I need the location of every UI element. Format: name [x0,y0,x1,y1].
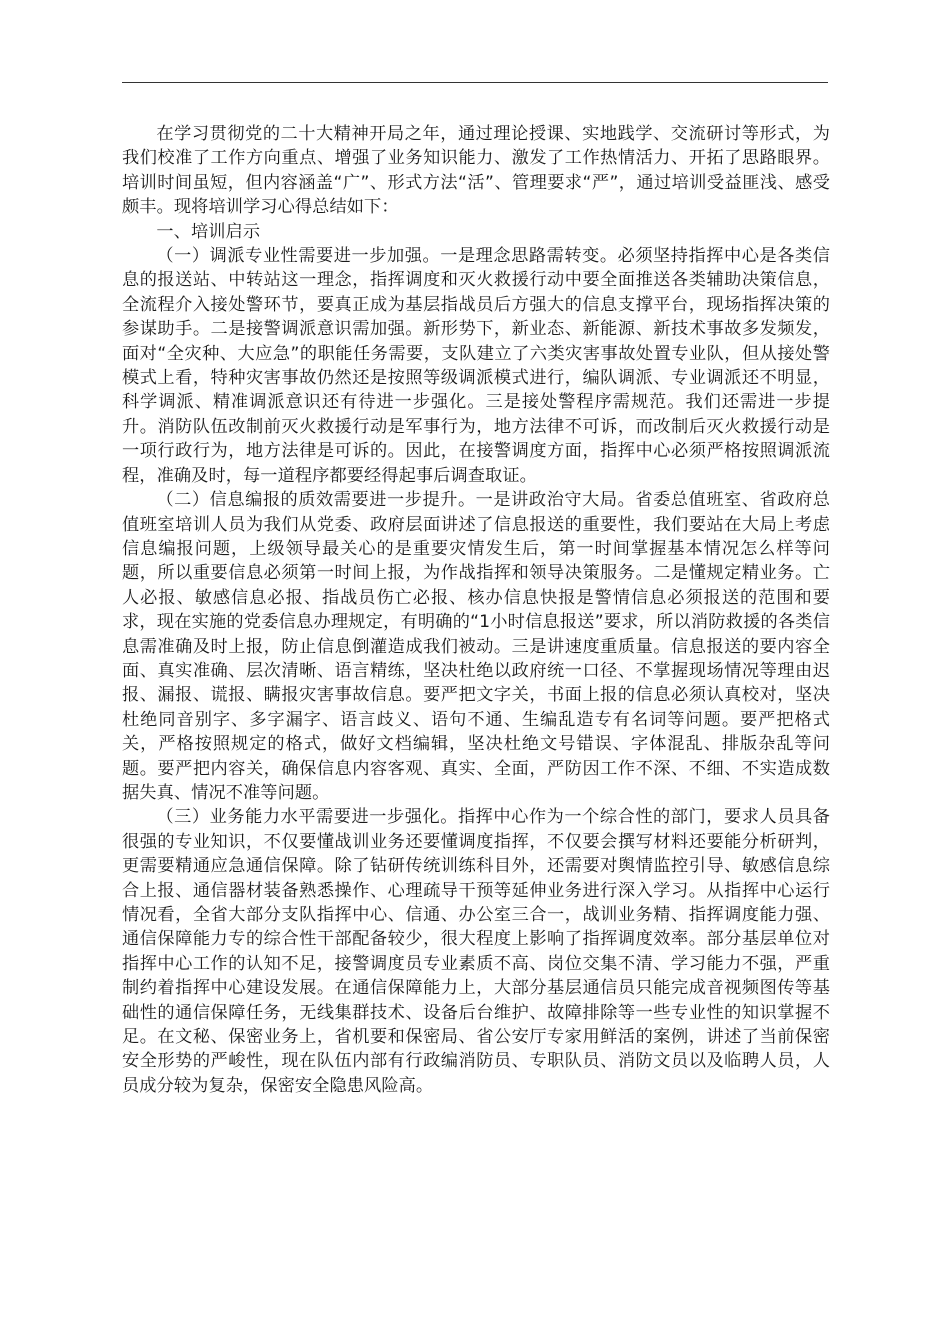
intro-paragraph: 在学习贯彻党的二十大精神开局之年，通过理论授课、实地践学、交流研讨等形式，为我们校准了工作方向重点、增强了业务知识能力、激发了工作热情活力、开拓了思路眼界。培训时间虽短，但内容涵盖“广”、形式方法“活”、管理要求“严”，通过培训受益匪浅、感受颇丰。现将培训学习心得总结如下： [122,124,830,218]
section-heading: 一、培训启示 [156,221,261,242]
subsection-2-paragraph: （二）信息编报的质效需要进一步提升。一是讲政治守大局。省委总值班室、省政府总值班室培训人员为我们从党委、政府层面讲述了信息报送的重要性，我们要站在大局上考虑信息编报问题，上级领导最关心的是重要灾情发生后，第一时间掌握基本情况怎么样等问题，所以重要信息必须第一时间上报，为作战指挥和领导决策服务。二是懂规定精业务。亡人必报、敏感信息必报、指战员伤亡必报、核办信息快报是警情信息必须报送的范围和要求，现在实施的党委信息办理规定，有明确的“1小时信息报送”要求，所以消防救援的各类信息需准确及时上报，防止信息倒灌造成我们被动。三是讲速度重质量。信息报送的要内容全面、真实准确、层次清晰、语言精练，坚决杜绝以政府统一口径、不掌握现场情况等理由迟报、漏报、谎报、瞒报灾害事故信息。要严把文字关，书面上报的信息必须认真校对，坚决杜绝同音别字、多字漏字、语言歧义、语句不通、生编乱造专有名词等问题。要严把格式关，严格按照规定的格式，做好文档编辑，坚决杜绝文号错误、字体混乱、排版杂乱等问题。要严把内容关，确保信息内容客观、真实、全面，严防因工作不深、不细、不实造成数据失真、情况不准等问题。 [122,490,830,803]
subsection-1-paragraph: （一）调派专业性需要进一步加强。一是理念思路需转变。必须坚持指挥中心是各类信息的报送站、中转站这一理念，指挥调度和灭火救援行动中要全面推送各类辅助决策信息，全流程介入接处警环节，要真正成为基层指战员后方强大的信息支撑平台，现场指挥决策的参谋助手。二是接警调派意识需加强。新形势下，新业态、新能源、新技术事故多发频发，面对“全灾种、大应急”的职能任务需要，支队建立了六类灾害事故处置专业队，但从接处警模式上看，特种灾害事故仍然还是按照等级调派模式进行，编队调派、专业调派还不明显，科学调派、精准调派意识还有待进一步强化。三是接处警程序需规范。我们还需进一步提升。消防队伍改制前灭火救援行动是军事行为，地方法律不可诉，而改制后灭火救援行动是一项行政行为，地方法律是可诉的。因此，在接警调度方面，指挥中心必须严格按照调派流程，准确及时，每一道程序都要经得起事后调查取证。 [122,246,830,486]
document-body [122,122,830,1098]
header-rule [122,82,828,83]
subsection-3-paragraph: （三）业务能力水平需要进一步强化。指挥中心作为一个综合性的部门，要求人员具备很强的专业知识，不仅要懂战训业务还要懂调度指挥，不仅要会撰写材料还要能分析研判，更需要精通应急通信保障。除了钻研传统训练科目外，还需要对舆情监控引导、敏感信息综合上报、通信器材装备熟悉操作、心理疏导干预等延伸业务进行深入学习。从指挥中心运行情况看，全省大部分支队指挥中心、信通、办公室三合一，战训业务精、指挥调度能力强、通信保障能力专的综合性干部配备较少，很大程度上影响了指挥调度效率。部分基层单位对指挥中心工作的认知不足，接警调度员专业素质不高、岗位交集不清、学习能力不强，严重制约着指挥中心建设发展。在通信保障能力上，大部分基层通信员只能完成音视频图传等基础性的通信保障任务，无线集群技术、设备后台维护、故障排除等一些专业性的知识掌握不足。在文秘、保密业务上，省机要和保密局、省公安厅专家用鲜活的案例，讲述了当前保密安全形势的严峻性，现在队伍内部有行政编消防员、专职队员、消防文员以及临聘人员，人员成分较为复杂，保密安全隐患风险高。 [122,807,830,1096]
